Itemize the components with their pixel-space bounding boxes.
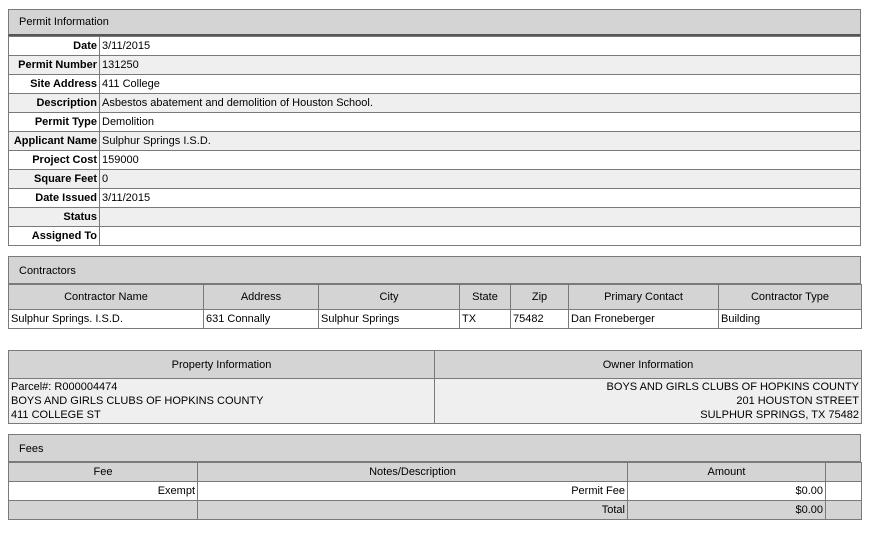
cell-notes-description: Permit Fee (198, 482, 628, 501)
permit-row-description (9, 94, 861, 113)
permit-row-status (9, 208, 861, 227)
label-description: Description (9, 94, 100, 113)
column-header-state: State (460, 285, 511, 310)
label-project-cost: Project Cost (9, 151, 100, 170)
column-header-city: City (319, 285, 460, 310)
owner-information-cell (435, 379, 862, 424)
permit-row-permit-number (9, 56, 861, 75)
fees-panel (8, 434, 861, 520)
permit-row-project-cost (9, 151, 861, 170)
value-assigned-to (100, 227, 861, 246)
property-owner-header-row (9, 351, 862, 379)
permit-row-permit-type (9, 113, 861, 132)
label-date: Date (9, 37, 100, 56)
cell-total-blank (826, 501, 862, 520)
label-permit-type: Permit Type (9, 113, 100, 132)
value-status (100, 208, 861, 227)
cell-contractor-type: Building (719, 310, 862, 329)
label-date-issued: Date Issued (9, 189, 100, 208)
permit-row-date-issued (9, 189, 861, 208)
property-owner-table (8, 350, 862, 424)
column-header-amount: Amount (628, 463, 826, 482)
cell-address: 631 Connally (204, 310, 319, 329)
fees-table (8, 462, 862, 520)
label-permit-number: Permit Number (9, 56, 100, 75)
contractors-table (8, 284, 862, 329)
label-square-feet: Square Feet (9, 170, 100, 189)
cell-primary-contact: Dan Froneberger (569, 310, 719, 329)
cell-state: TX (460, 310, 511, 329)
fees-total-row (9, 501, 862, 520)
label-applicant-name: Applicant Name (9, 132, 100, 151)
contractors-header-row (9, 285, 862, 310)
property-information-title: Property Information (9, 351, 435, 379)
value-permit-number: 131250 (100, 56, 861, 75)
owner-information-title: Owner Information (435, 351, 862, 379)
owner-name: BOYS AND GIRLS CLUBS OF HOPKINS COUNTY (606, 381, 859, 393)
label-status: Status (9, 208, 100, 227)
permit-row-square-feet (9, 170, 861, 189)
parcel-number: Parcel#: R000004474 (11, 381, 118, 393)
permit-row-site-address (9, 75, 861, 94)
fees-title: Fees (8, 434, 861, 462)
cell-amount: $0.00 (628, 482, 826, 501)
property-owner-content-row (9, 379, 862, 424)
owner-city-state-zip: SULPHUR SPRINGS, TX 75482 (700, 409, 859, 421)
permit-row-applicant-name (9, 132, 861, 151)
permit-information-panel (8, 9, 861, 246)
permit-information-title: Permit Information (8, 9, 861, 36)
column-header-address: Address (204, 285, 319, 310)
label-assigned-to: Assigned To (9, 227, 100, 246)
contractors-panel (8, 256, 861, 329)
fees-header-row (9, 463, 862, 482)
value-site-address: 411 College (100, 75, 861, 94)
column-header-contractor-name: Contractor Name (9, 285, 204, 310)
cell-contractor-name: Sulphur Springs. I.S.D. (9, 310, 204, 329)
value-date-issued: 3/11/2015 (100, 189, 861, 208)
cell-zip: 75482 (511, 310, 569, 329)
table-row (9, 482, 862, 501)
value-applicant-name: Sulphur Springs I.S.D. (100, 132, 861, 151)
value-square-feet: 0 (100, 170, 861, 189)
column-header-primary-contact: Primary Contact (569, 285, 719, 310)
contractors-title: Contractors (8, 256, 861, 284)
column-header-fee: Fee (9, 463, 198, 482)
column-header-zip: Zip (511, 285, 569, 310)
cell-total-empty (9, 501, 198, 520)
property-owner-name: BOYS AND GIRLS CLUBS OF HOPKINS COUNTY (11, 395, 264, 407)
total-amount: $0.00 (628, 501, 826, 520)
value-description: Asbestos abatement and demolition of Houston School. (100, 94, 861, 113)
permit-row-date (9, 37, 861, 56)
property-address: 411 COLLEGE ST (11, 409, 101, 421)
label-site-address: Site Address (9, 75, 100, 94)
column-header-contractor-type: Contractor Type (719, 285, 862, 310)
property-owner-panel (8, 350, 861, 424)
permit-information-table (8, 36, 861, 246)
column-header-blank (826, 463, 862, 482)
cell-fee: Exempt (9, 482, 198, 501)
permit-row-assigned-to (9, 227, 861, 246)
cell-city: Sulphur Springs (319, 310, 460, 329)
column-header-notes-description: Notes/Description (198, 463, 628, 482)
value-date: 3/11/2015 (100, 37, 861, 56)
owner-street: 201 HOUSTON STREET (736, 395, 859, 407)
cell-blank (826, 482, 862, 501)
value-project-cost: 159000 (100, 151, 861, 170)
property-information-cell (9, 379, 435, 424)
table-row (9, 310, 862, 329)
total-label: Total (198, 501, 628, 520)
value-permit-type: Demolition (100, 113, 861, 132)
